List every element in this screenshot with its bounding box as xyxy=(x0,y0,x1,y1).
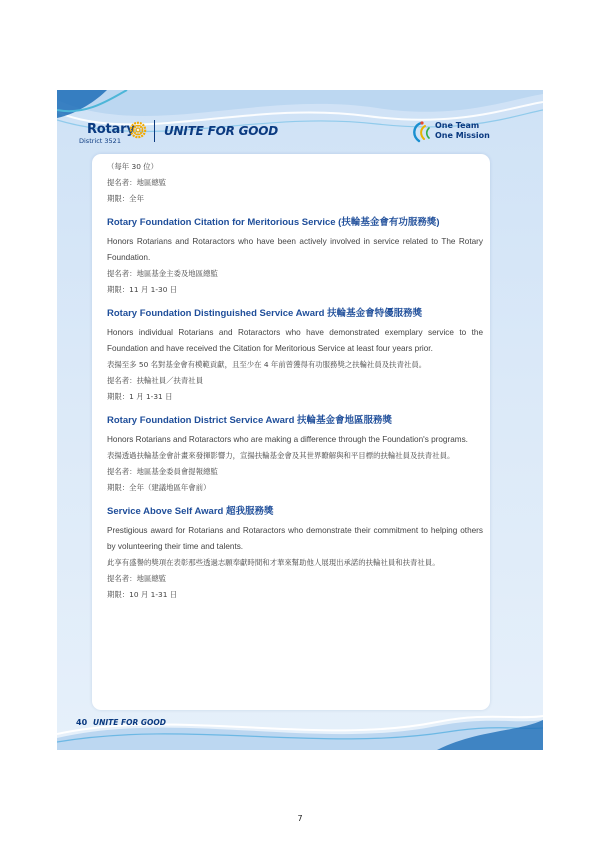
award-nominator: 提名者：地區總監 xyxy=(107,574,167,583)
intro-deadline: 期限：全年 xyxy=(107,194,144,203)
document-page-number: 7 xyxy=(297,814,303,823)
tagline-line-1: One Team xyxy=(435,121,480,130)
award-nominator: 提名者：扶輪社員／扶青社員 xyxy=(107,376,204,385)
award-nominator: 提名者：地區基金主委及地區總監 xyxy=(107,269,218,278)
district-label: District 3521 xyxy=(79,137,121,145)
award-description-en: Honors Rotarians and Rotaractors who have been actively involved in service related to The Rotary Foundation. xyxy=(107,237,483,262)
award-title: Rotary Foundation Distinguished Service Award 扶輪基金會特優服務獎 xyxy=(107,308,423,319)
award-deadline: 期限：全年（建議地區年會前） xyxy=(107,483,211,492)
award-deadline: 期限：11 月 1-30 日 xyxy=(107,285,178,294)
logo-divider xyxy=(154,120,155,142)
award-description-zh: 此享有盛譽的獎項在表彰那些透過志願奉獻時間和才華來幫助他人展現出承諾的扶輪社員和扶青社員。 xyxy=(107,558,440,567)
award-title: Rotary Foundation District Service Award 扶輪基金會地區服務獎 xyxy=(107,415,393,426)
award-description-en: Honors Rotarians and Rotaractors who are making a difference through the Foundation's programs. xyxy=(107,435,468,444)
award-description-en: Honors individual Rotarians and Rotaractors who have demonstrated exemplary service to the Foundation and have received the Citation for Meritorious Service at least four years prior. xyxy=(107,328,483,353)
brochure-page xyxy=(57,90,543,750)
intro-quota: （每年 30 位） xyxy=(107,162,159,171)
award-deadline: 期限：10 月 1-31 日 xyxy=(107,590,178,599)
brochure-page-number: 40 xyxy=(76,718,88,727)
rotary-wheel-icon xyxy=(129,121,147,139)
page-header xyxy=(57,90,543,150)
award-description-zh: 表揚至多 50 名對基金會有模範貢獻，且至少在 4 年前曾獲得有功服務獎之扶輪社員及扶青社員。 xyxy=(107,360,427,369)
award-deadline: 期限：1 月 1-31 日 xyxy=(107,392,173,401)
tagline-line-2: One Mission xyxy=(435,131,490,140)
award-description-en: Prestigious award for Rotarians and Rotaractors who demonstrate their commitment to helping others by volunteering their time and talents. xyxy=(107,526,483,551)
theme-title: UNITE FOR GOOD xyxy=(164,124,279,138)
one-team-swirl-icon xyxy=(407,120,433,144)
award-title: Rotary Foundation Citation for Meritorious Service (扶輪基金會有功服務獎) xyxy=(107,217,440,228)
content-card xyxy=(92,154,490,710)
award-nominator: 提名者：地區基金委員會提報總監 xyxy=(107,467,218,476)
award-title: Service Above Self Award 超我服務獎 xyxy=(107,506,274,517)
intro-nominator: 提名者：地區總監 xyxy=(107,178,167,187)
rotary-wordmark: Rotary xyxy=(87,122,135,137)
award-description-zh: 表揚透過扶輪基金會計畫來發揮影響力，宣揚扶輪基金會及其世界瞭解與和平目標的扶輪社員及扶青社員。 xyxy=(107,451,455,460)
footer-theme: UNITE FOR GOOD xyxy=(93,718,167,727)
award-list xyxy=(107,159,483,603)
tagline xyxy=(435,121,490,141)
